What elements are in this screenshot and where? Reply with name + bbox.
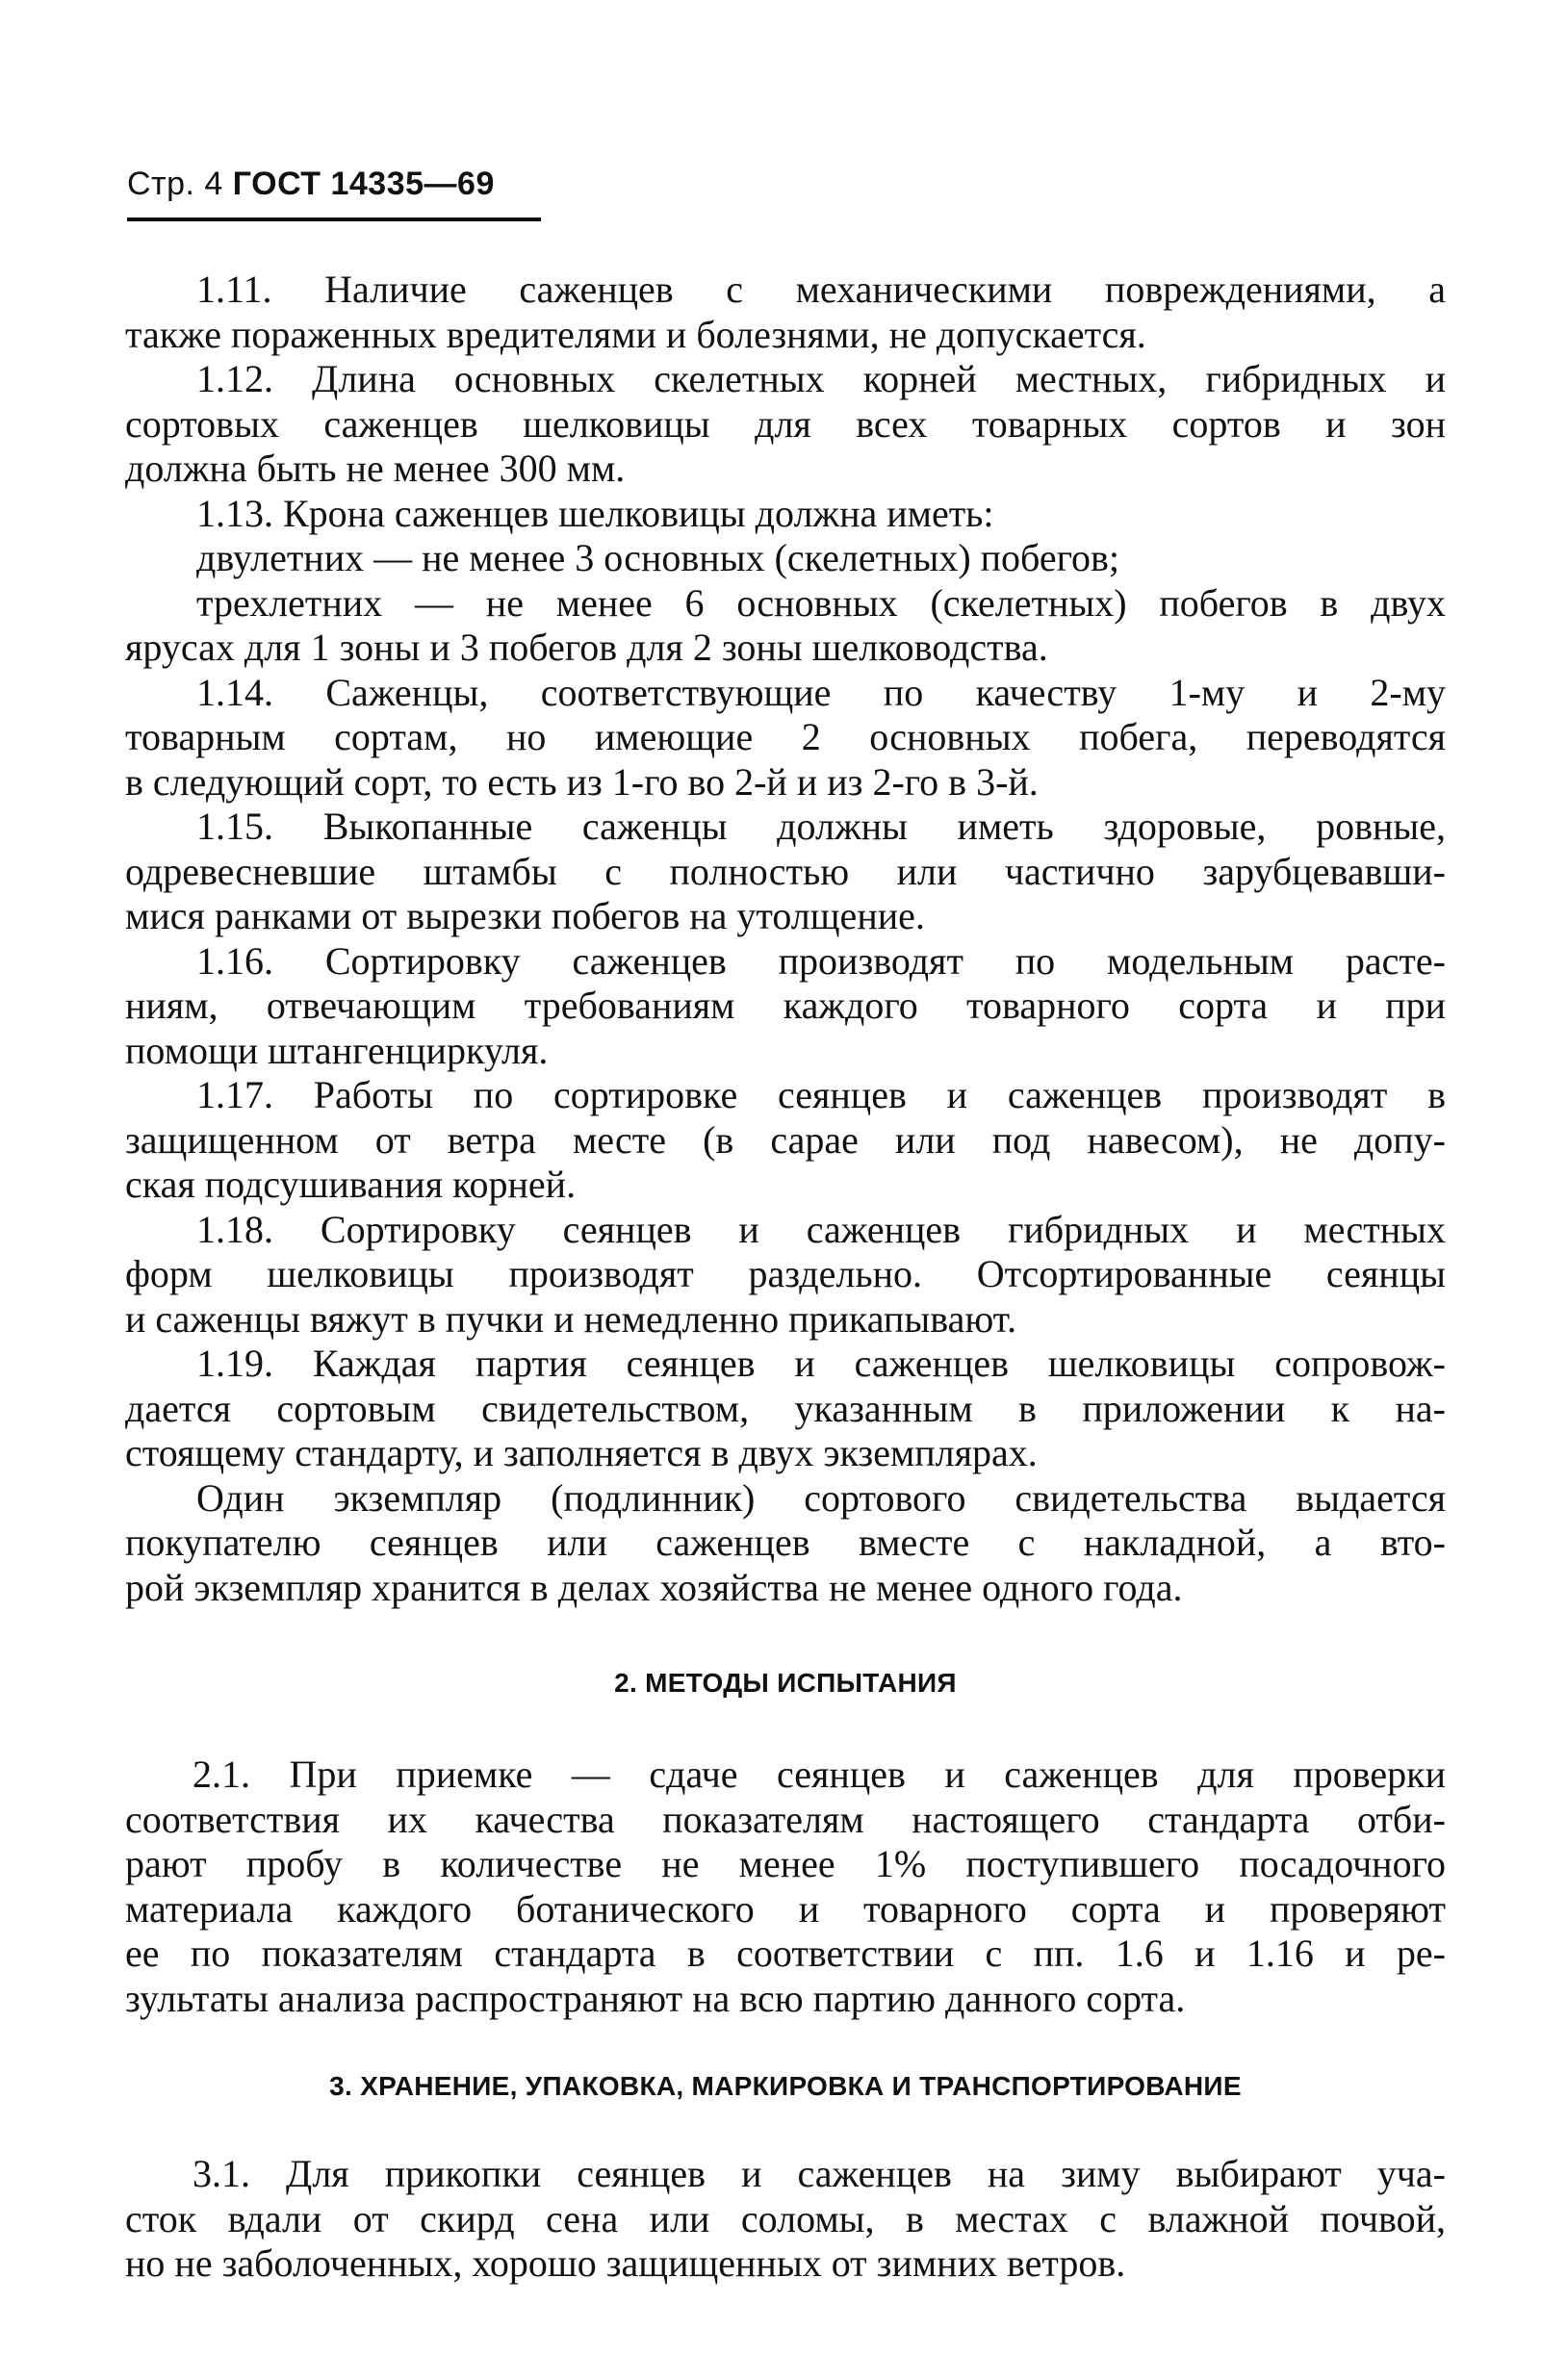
paragraph-line: соответствия их качества показателям настоящего стандарта отби- bbox=[125, 1797, 1446, 1841]
paragraph-line: материала каждого ботанического и товарного сорта и проверяют bbox=[125, 1886, 1446, 1931]
section3-paragraphs bbox=[125, 2152, 1446, 2287]
paragraph-line: покупателю сеянцев или саженцев вместе с накладной, а вто- bbox=[125, 1521, 1446, 1564]
paragraph-line: 1.18. Сортировку сеянцев и саженцев гибридных и местных bbox=[196, 1207, 1446, 1251]
header-rule bbox=[127, 218, 541, 221]
paragraph-line: 1.12. Длина основных скелетных корней местных, гибридных и bbox=[196, 357, 1446, 400]
paragraph-line: дается сортовым свидетельством, указанным в приложении к на- bbox=[125, 1386, 1446, 1430]
paragraph-line: товарным сортам, но имеющие 2 основных побега, переводятся bbox=[125, 715, 1446, 758]
paragraph-line: ярусах для 1 зоны и 3 побегов для 2 зоны шелководства. bbox=[125, 626, 1048, 669]
paragraph-line: одревесневшие штамбы с полностью или частично зарубцевавши- bbox=[125, 849, 1446, 893]
standard-code: ГОСТ 14335—69 bbox=[232, 166, 495, 202]
paragraph-line: сток вдали от скирд сена или соломы, в местах с влажной почвой, bbox=[125, 2196, 1446, 2240]
paragraph-line: также пораженных вредителями и болезнями, не допускается. bbox=[125, 312, 1146, 356]
paragraph-line: ниям, отвечающим требованиям каждого товарного сорта и при bbox=[125, 984, 1446, 1027]
section-heading-methods: 2. МЕТОДЫ ИСПЫТАНИЯ bbox=[614, 1668, 957, 1698]
paragraph-line: 1.16. Сортировку саженцев производят по модельным расте- bbox=[196, 938, 1446, 983]
paragraph-line: 1.19. Каждая партия сеянцев и саженцев шелковицы сопровож- bbox=[196, 1342, 1446, 1385]
paragraph-line: 1.14. Саженцы, соответствующие по качеству 1-му и 2-му bbox=[196, 670, 1446, 714]
page-header bbox=[127, 166, 495, 203]
paragraph-line: 1.15. Выкопанные саженцы должны иметь здоровые, ровные, bbox=[196, 805, 1446, 848]
paragraph-line: рой экземпляр хранится в делах хозяйства не менее одного года. bbox=[125, 1565, 1183, 1609]
paragraph-line: 1.13. Крона саженцев шелковицы должна иметь: bbox=[196, 491, 994, 535]
paragraph-line: ская подсушивания корней. bbox=[125, 1163, 577, 1206]
paragraph-line: стоящему стандарту, и заполняется в двух экземплярах. bbox=[125, 1431, 1038, 1474]
document-body bbox=[125, 268, 1446, 2287]
paragraph-line: помощи штангенциркуля. bbox=[125, 1028, 549, 1072]
section-heading-storage: 3. ХРАНЕНИЕ, УПАКОВКА, МАРКИРОВКА И ТРАНСПОРТИРОВАНИЕ bbox=[329, 2071, 1242, 2101]
paragraph-line: 3.1. Для прикопки сеянцев и саженцев на зиму выбирают уча- bbox=[193, 2152, 1446, 2195]
paragraph-line: 1.17. Работы по сортировке сеянцев и саженцев производят в bbox=[196, 1073, 1446, 1116]
paragraph-line: защищенном от ветра месте (в сарае или под навесом), не допу- bbox=[125, 1117, 1446, 1162]
paragraph-line: в следующий сорт, то есть из 1-го во 2-й и из 2-го в 3-й. bbox=[125, 759, 1039, 804]
paragraph-line: форм шелковицы производят раздельно. Отсортированные сеянцы bbox=[125, 1252, 1446, 1295]
paragraph-line: должна быть не менее 300 мм. bbox=[125, 447, 626, 490]
paragraph-line: 2.1. При приемке — сдаче сеянцев и саженцев для проверки bbox=[193, 1753, 1446, 1796]
paragraph-line: двулетних — не менее 3 основных (скелетных) побегов; bbox=[196, 536, 1120, 579]
paragraph-line: Один экземпляр (подлинник) сортового свидетельства выдается bbox=[196, 1475, 1446, 1520]
paragraph-line: мися ранками от вырезки побегов на утолщение. bbox=[125, 894, 925, 937]
section2-paragraphs bbox=[125, 1753, 1446, 2021]
paragraph-line: ее по показателям стандарта в соответствии с пп. 1.6 и 1.16 и ре- bbox=[125, 1932, 1446, 1975]
paragraph-line: но не заболоченных, хорошо защищенных от зимних ветров. bbox=[125, 2241, 1126, 2285]
paragraph-line: сортовых саженцев шелковицы для всех товарных сортов и зон bbox=[125, 401, 1446, 446]
paragraph-line: трехлетних — не менее 6 основных (скелетных) побегов в двух bbox=[196, 580, 1446, 625]
paragraph-line: 1.11. Наличие саженцев с механическими повреждениями, а bbox=[196, 268, 1446, 311]
paragraph-line: рают пробу в количестве не менее 1% поступившего посадочного bbox=[125, 1842, 1446, 1885]
paragraph-line: и саженцы вяжут в пучки и немедленно прикапывают. bbox=[125, 1296, 1017, 1341]
page-number: Стр. 4 bbox=[127, 166, 223, 202]
paragraph-line: зультаты анализа распространяют на всю партию данного сорта. bbox=[125, 1976, 1186, 2020]
section1-paragraphs bbox=[125, 268, 1446, 1610]
